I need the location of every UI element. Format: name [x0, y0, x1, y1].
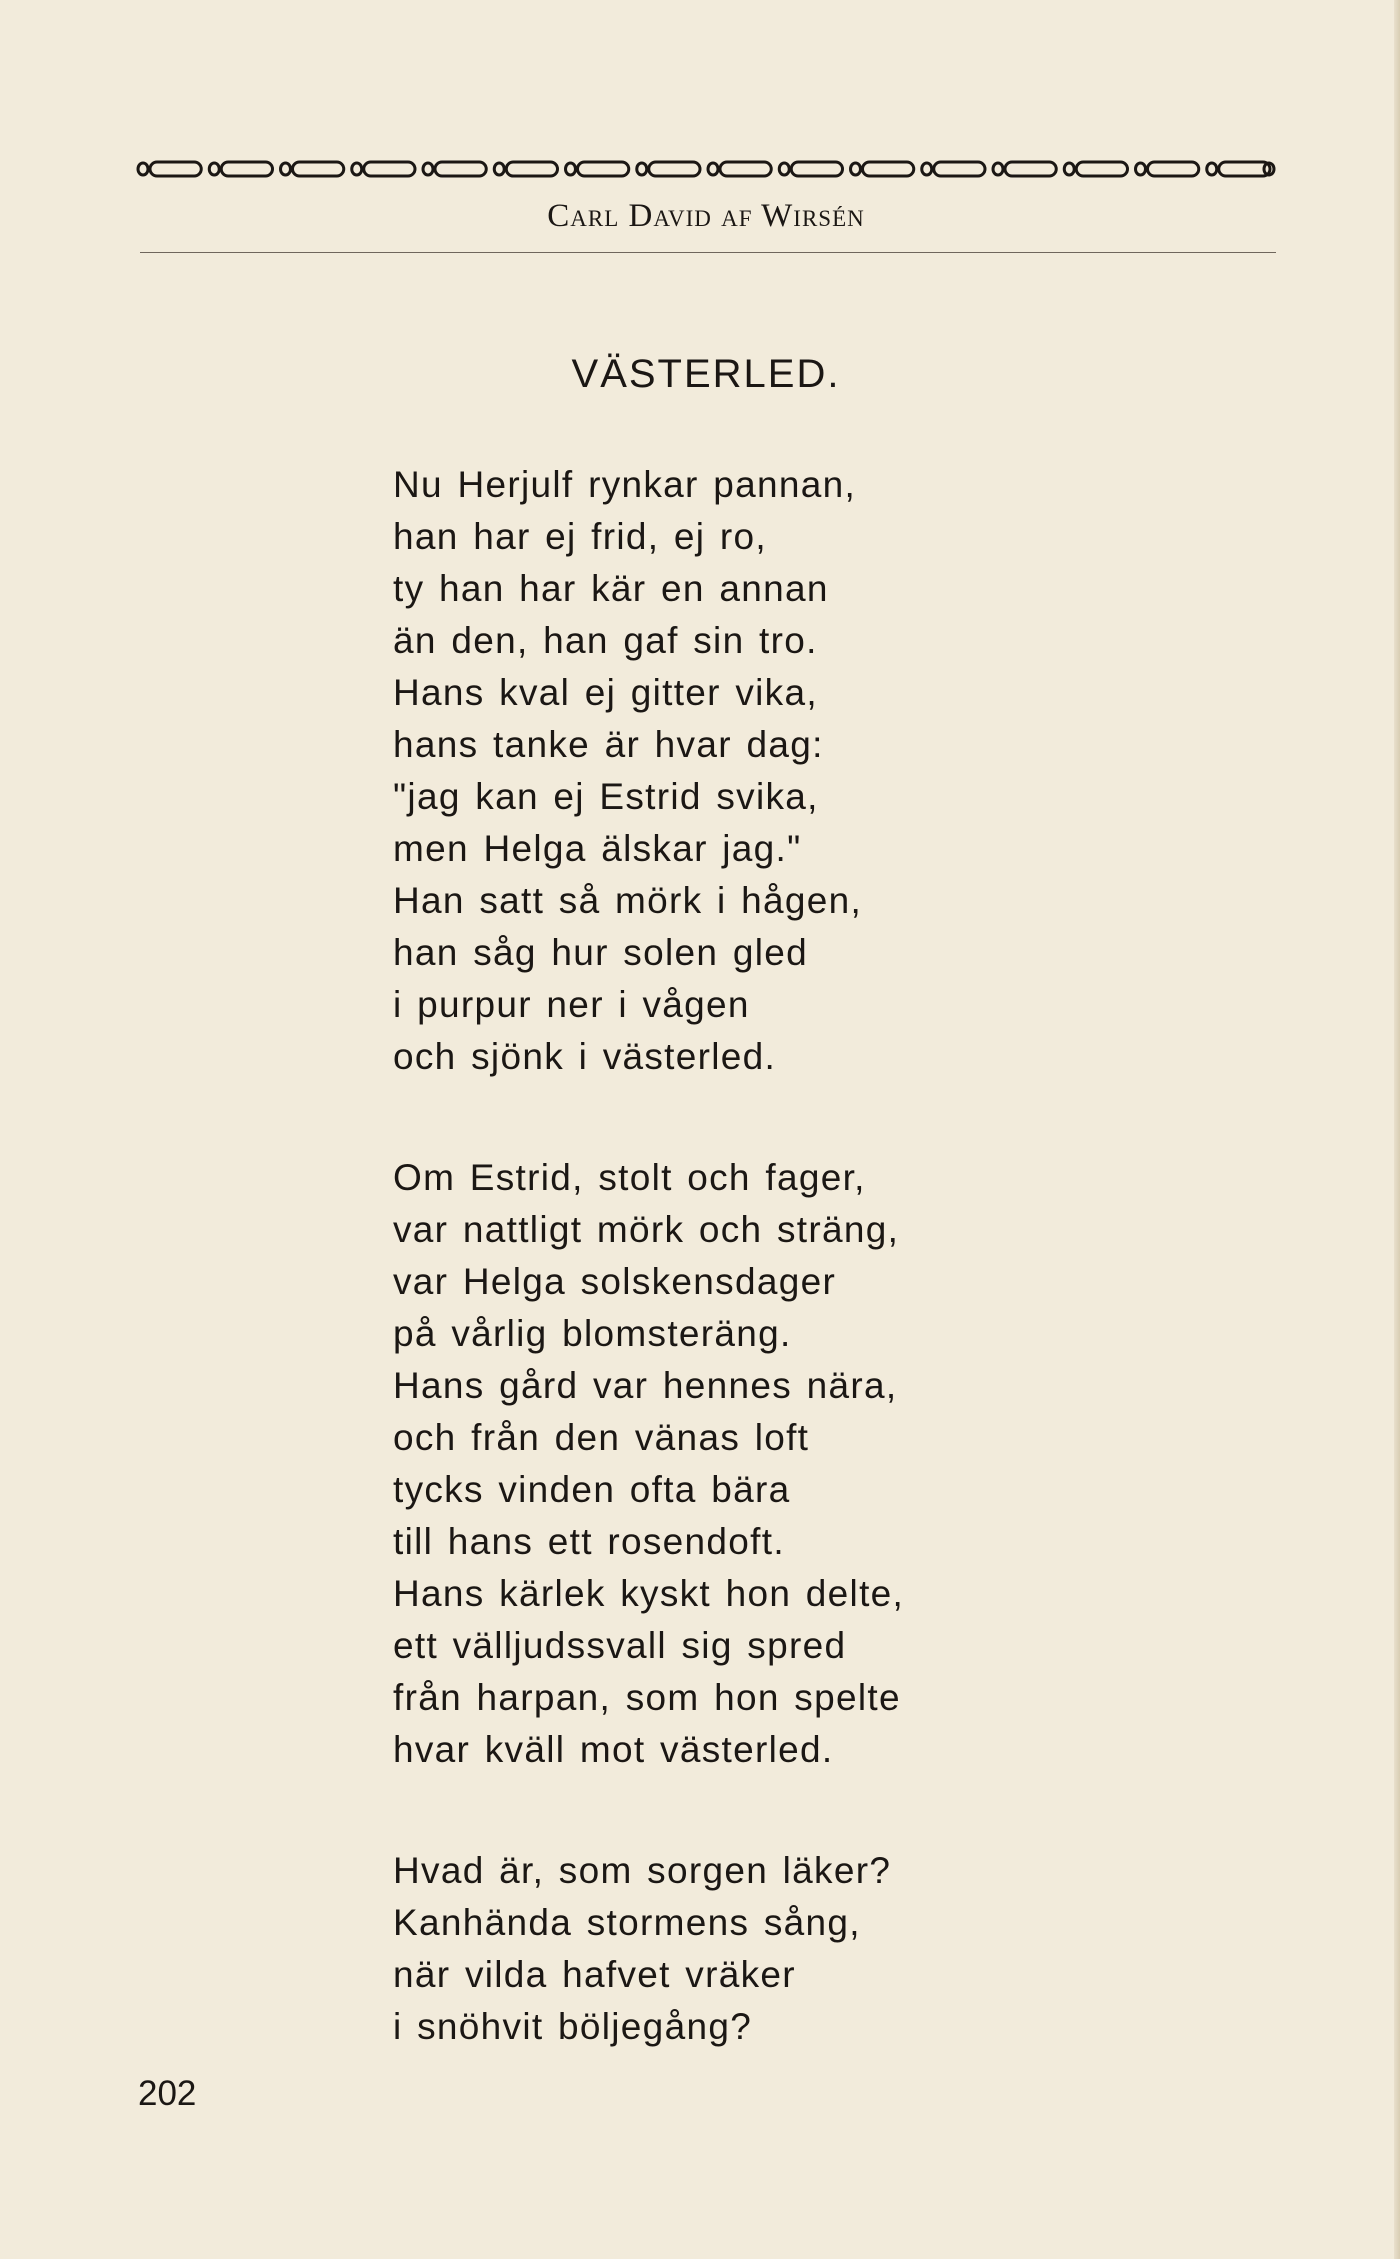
ornament-ring	[209, 163, 219, 175]
ornament-ring	[494, 163, 504, 175]
ornament-link	[221, 162, 272, 176]
poem-line: Hans kval ej gitter vika,	[393, 672, 818, 713]
ornament-link	[506, 162, 557, 176]
poem-line: var Helga solskensdager	[393, 1261, 837, 1302]
ornament-link	[293, 162, 344, 176]
poem-line: "jag kan ej Estrid svika,	[393, 776, 819, 817]
ornament-link	[435, 162, 486, 176]
ornament-link	[364, 162, 415, 176]
ornament-ring	[779, 163, 789, 175]
poem-line: Hans kärlek kyskt hon delte,	[393, 1573, 905, 1614]
poem-line: på vårlig blomsteräng.	[393, 1313, 792, 1354]
poem-line: Han satt så mörk i hågen,	[393, 880, 863, 921]
poem-line: hans tanke är hvar dag:	[393, 724, 824, 765]
poem-line: han såg hur solen gled	[393, 932, 808, 973]
ornament-link	[1076, 162, 1127, 176]
poem-line: ty han har kär en annan	[393, 568, 829, 609]
poem-line: och sjönk i västerled.	[393, 1036, 777, 1077]
poem-line: Om Estrid, stolt och fager,	[393, 1157, 866, 1198]
ornament-link	[720, 162, 771, 176]
poem-line: Kanhända stormens sång,	[393, 1902, 861, 1943]
ornament-link	[791, 162, 842, 176]
ornament-ring	[423, 163, 433, 175]
poem-line: var nattligt mörk och sträng,	[393, 1209, 900, 1250]
poem-line: hvar kväll mot västerled.	[393, 1729, 834, 1770]
poem-line: men Helga älskar jag."	[393, 828, 802, 869]
ornament-ring	[637, 163, 647, 175]
ornament-link	[1005, 162, 1056, 176]
poem-line: Nu Herjulf rynkar pannan,	[393, 464, 857, 505]
ornament-ring	[566, 163, 576, 175]
poem-line: Hans gård var hennes nära,	[393, 1365, 898, 1406]
ornament-link	[150, 162, 201, 176]
poem-line: i snöhvit böljegång?	[393, 2006, 753, 2047]
page-edge	[1394, 0, 1400, 2259]
poem-line: Hvad är, som sorgen läker?	[393, 1850, 892, 1891]
ornament-ring	[922, 163, 932, 175]
ornament-ring	[708, 163, 718, 175]
ornament-link	[649, 162, 700, 176]
ornament-ring	[851, 163, 861, 175]
page-number: 202	[138, 2074, 197, 2113]
ornament-link	[863, 162, 914, 176]
ornament-ring	[1136, 163, 1146, 175]
poem-title: VÄSTERLED.	[571, 352, 841, 396]
header-rule	[140, 252, 1276, 253]
ornament-ring	[1207, 163, 1217, 175]
ornament-ring	[281, 163, 291, 175]
ornament-ring	[352, 163, 362, 175]
stanza-1	[393, 459, 862, 1083]
poem-line: han har ej frid, ej ro,	[393, 516, 767, 557]
poem-line: än den, han gaf sin tro.	[393, 620, 818, 661]
poem-line: till hans ett rosendoft.	[393, 1521, 785, 1562]
poem-line: när vilda hafvet vräker	[393, 1954, 796, 1995]
running-head-author: Carl David af Wirsén	[547, 198, 865, 234]
ornament-link	[934, 162, 985, 176]
poem-line: och från den vänas loft	[393, 1417, 810, 1458]
poem-line: tycks vinden ofta bära	[393, 1469, 791, 1510]
ornament-ring	[1064, 163, 1074, 175]
ornamental-border	[136, 156, 1276, 182]
poem-line: ett välljudssvall sig spred	[393, 1625, 847, 1666]
ornament-link	[1219, 162, 1270, 176]
stanza-3	[393, 1845, 891, 2053]
ornament-link	[578, 162, 629, 176]
ornament-link	[1148, 162, 1199, 176]
stanza-2	[393, 1152, 904, 1776]
poem-line: i purpur ner i vågen	[393, 984, 750, 1025]
ornament-ring	[138, 163, 148, 175]
poem-line: från harpan, som hon spelte	[393, 1677, 901, 1718]
ornament-ring	[993, 163, 1003, 175]
